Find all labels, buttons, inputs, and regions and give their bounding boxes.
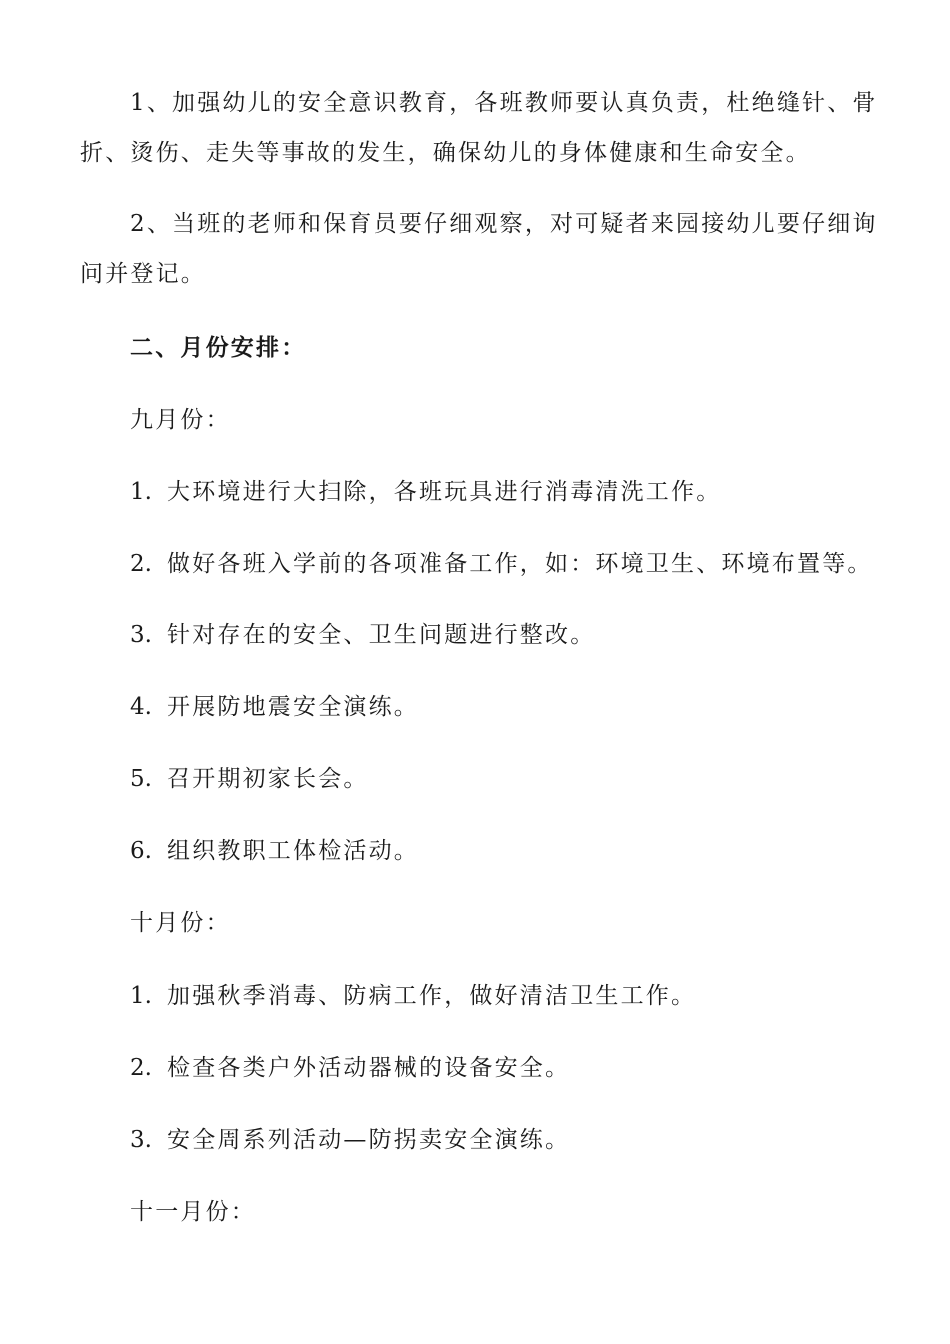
list-item xyxy=(130,836,419,866)
month-title-september: 九月份： xyxy=(130,407,231,433)
list-item xyxy=(130,981,696,1011)
list-item-number: 6. xyxy=(130,838,152,864)
list-item-text: 大环境进行大扫除，各班玩具进行消毒清洗工作。 xyxy=(167,479,722,505)
list-item xyxy=(130,1125,570,1155)
month-title-november: 十一月份： xyxy=(130,1199,256,1225)
list-item xyxy=(130,764,369,794)
list-item xyxy=(130,477,721,507)
list-item-number: 2. xyxy=(130,1055,152,1081)
list-item-text: 做好各班入学前的各项准备工作，如：环境卫生、环境布置等。 xyxy=(167,551,873,577)
month-title-october: 十月份： xyxy=(130,910,231,936)
list-item-number: 4. xyxy=(130,694,152,720)
paragraph-safety-education: 1、加强幼儿的安全意识教育，各班教师要认真负责，杜绝缝针、骨折、烫伤、走失等事故的发生，确保幼儿的身体健康和生命安全。 xyxy=(80,90,878,166)
list-item-number: 3. xyxy=(130,1127,152,1153)
list-item xyxy=(130,620,595,650)
list-item-text: 组织教职工体检活动。 xyxy=(167,838,419,864)
list-item-number: 1. xyxy=(130,983,152,1009)
list-item-text: 加强秋季消毒、防病工作，做好清洁卫生工作。 xyxy=(167,983,697,1009)
list-item xyxy=(130,549,873,579)
list-item xyxy=(130,1053,570,1083)
list-item-number: 5. xyxy=(130,766,152,792)
list-item-text: 检查各类户外活动器械的设备安全。 xyxy=(167,1055,571,1081)
list-item xyxy=(130,692,419,722)
list-item-number: 1. xyxy=(130,479,152,505)
list-item-text: 针对存在的安全、卫生问题进行整改。 xyxy=(167,622,596,648)
section-heading-monthly-plan: 二、月份安排： xyxy=(130,334,307,361)
list-item-text: 召开期初家长会。 xyxy=(167,766,369,792)
list-item-number: 2. xyxy=(130,551,152,577)
list-item-text: 安全周系列活动—防拐卖安全演练。 xyxy=(167,1127,571,1153)
list-item-text: 开展防地震安全演练。 xyxy=(167,694,419,720)
paragraph-pickup-check: 2、当班的老师和保育员要仔细观察，对可疑者来园接幼儿要仔细询问并登记。 xyxy=(80,211,878,287)
list-item-number: 3. xyxy=(130,622,152,648)
